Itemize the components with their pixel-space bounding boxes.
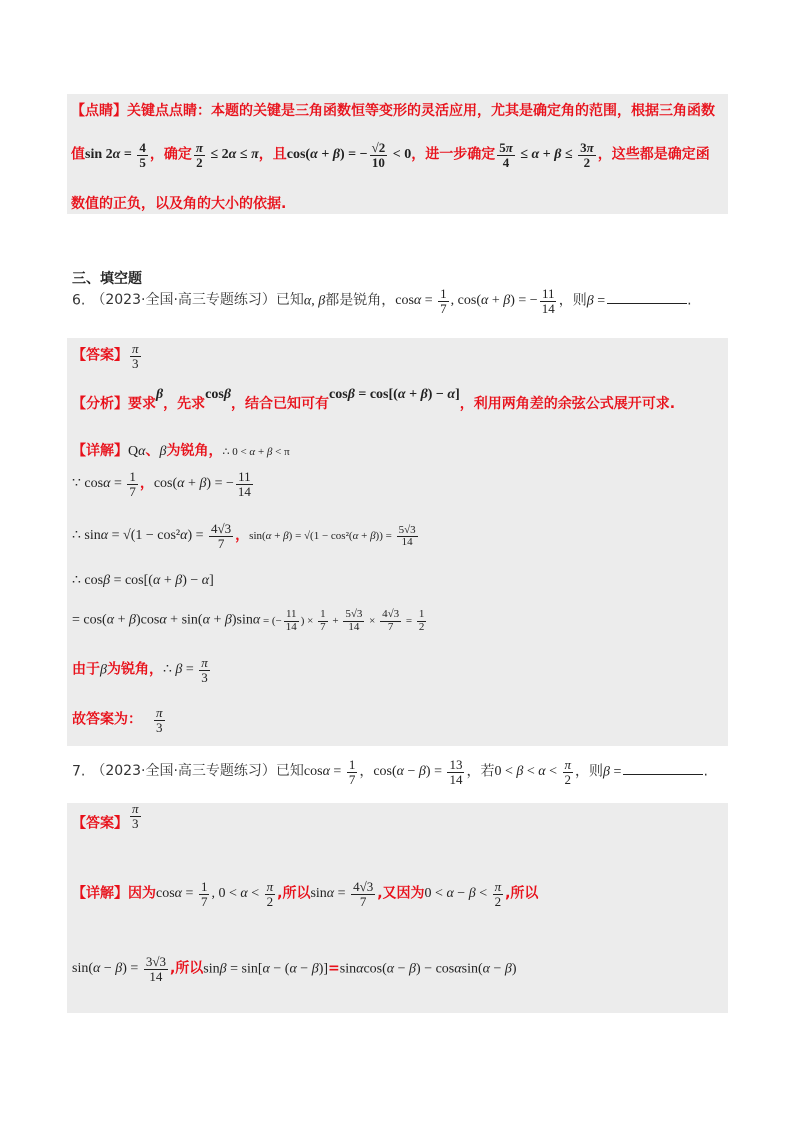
analysis-text: 要求	[128, 396, 156, 412]
question-text: （2023·全国·高三专题练习）已知	[91, 763, 304, 780]
derivation-line-1	[72, 470, 255, 498]
question-text: ，若	[466, 763, 495, 780]
detail-text: ，	[139, 475, 154, 492]
math-formula: $\frac{\pi}{3}$	[132, 341, 139, 371]
math-formula: $\frac{\pi}{3}$	[156, 705, 163, 735]
key-point-text: ，这些都是确定函	[597, 146, 710, 163]
detail-text: ,所以	[277, 885, 311, 902]
math-formula: sinαcos(α − β) − cosαsin(α − β)	[339, 961, 517, 977]
math-formula: β =	[603, 764, 622, 780]
detail-text: =	[328, 960, 340, 977]
answer-blank	[623, 774, 703, 775]
question-text: .	[703, 763, 708, 780]
analysis-row-6	[72, 387, 676, 413]
math-formula: sinα = $\frac{4√3}{7}$	[310, 879, 374, 909]
math-formula: cosα = $\frac{1}{7}$ , cos(α + β) = − $\frac{11}{14}$	[395, 286, 555, 316]
key-point-label: 【点睛】	[71, 103, 127, 119]
math-formula: ∴ β = $\frac{\pi}{3}$	[162, 655, 208, 685]
analysis-text: ，结合已知可有	[231, 396, 330, 412]
section-title: 三、填空题	[72, 271, 142, 287]
math-formula: β	[159, 444, 167, 459]
question-7	[72, 758, 708, 786]
detail-text: ,又因为	[377, 885, 425, 902]
math-formula: $\frac{5\pi}{4}$ ≤ α + β ≤ $\frac{3\pi}{2}$	[499, 140, 594, 170]
question-text: ，则	[558, 292, 587, 309]
derivation-line-2	[72, 522, 420, 550]
math-formula: sin(α − β) = $\frac{3√3}{14}$	[72, 954, 166, 984]
detail-label: 【详解】	[72, 443, 128, 459]
math-formula: β	[156, 387, 164, 402]
detail-text: 由于	[72, 661, 100, 678]
detail-text: 为锐角，	[106, 661, 163, 678]
analysis-label: 【分析】	[72, 396, 128, 412]
key-point-line-1	[71, 100, 715, 120]
math-formula: ∴ sinα = √(1 − cos²α) = $\frac{4√3}{7}$	[72, 521, 232, 551]
math-formula: β =	[586, 293, 606, 309]
derivation-line-7	[72, 955, 517, 983]
detail-text: 为锐角，	[166, 443, 223, 459]
math-formula: ∴ cosβ = cos[(α + β) − α]	[72, 573, 214, 588]
math-formula: sin(α + β) = √(1 − cos²(α + β)) = $\frac{5√3}{14}$	[249, 523, 416, 549]
key-point-text: ，进一步确定	[411, 146, 496, 163]
key-point-text: ，且	[258, 146, 287, 163]
question-text: 都是锐角，	[325, 292, 396, 309]
math-formula: sin 2α = $\frac{4}{5}$	[85, 140, 146, 170]
math-formula: 0 < β < α < $\frac{\pi}{2}$	[494, 757, 572, 787]
answer-label: 【答案】	[72, 347, 128, 364]
math-formula: cos(α + β) = − $\frac{√2}{10}$ < 0	[286, 140, 412, 170]
question-number: 7.	[72, 763, 86, 780]
key-point-text: ，确定	[149, 146, 192, 163]
key-point-text: 数值的正负，以及角的大小的依据.	[71, 196, 287, 212]
key-point-text: 值	[71, 146, 85, 163]
math-formula: cos(α − β) = $\frac{13}{14}$	[373, 757, 463, 787]
derivation-line-4	[72, 609, 428, 633]
conclusion-row-6	[72, 656, 212, 684]
math-formula: $\frac{\pi}{2}$ ≤ 2α ≤ π	[195, 140, 259, 170]
answer-row-6	[72, 342, 143, 370]
math-formula: cosα = $\frac{1}{7}$ , 0 < α < $\frac{\pi}{2}$	[156, 879, 274, 909]
detail-label: 【详解】	[72, 885, 128, 902]
key-point-line-3	[71, 193, 286, 213]
final-answer-row-6	[72, 706, 167, 734]
question-text: ，则	[575, 763, 604, 780]
final-answer-label: 故答案为：	[72, 711, 142, 728]
derivation-line-3	[72, 572, 214, 589]
analysis-text: ，先求	[163, 396, 206, 412]
math-formula: cosα = $\frac{1}{7}$	[303, 757, 356, 787]
math-formula: = (− $\frac{11}{14}$ ) × $\frac{1}{7}$ + $\frac{5√3}{14}$ × $\frac{4√3}{7}$ = $\frac{1}{2}$	[260, 608, 425, 633]
detail-text: ,所以	[505, 885, 539, 902]
math-formula: cosβ	[205, 387, 232, 402]
answer-label: 【答案】	[72, 815, 128, 832]
math-formula: ∵ cosα = $\frac{1}{7}$	[72, 469, 136, 499]
math-formula: Qα	[128, 444, 146, 459]
answer-row-7	[72, 801, 143, 838]
question-6	[72, 287, 692, 315]
key-point-line-2	[71, 141, 710, 169]
detail-row-7	[72, 880, 538, 908]
math-formula: 0 < α − β < $\frac{\pi}{2}$	[424, 879, 502, 909]
detail-row-6	[72, 440, 290, 460]
answer-blank	[607, 303, 687, 304]
math-formula: α, β	[303, 293, 326, 309]
math-formula: sinβ = sin[α − (α − β)]	[203, 961, 329, 977]
math-formula: cosβ = cos[(α + β) − α]	[329, 387, 460, 402]
question-text: .	[687, 292, 692, 309]
question-number: 6.	[72, 292, 86, 309]
question-text: ，	[359, 763, 374, 780]
math-formula: cos(α + β) = − $\frac{11}{14}$	[153, 469, 251, 499]
math-formula: $\frac{\pi}{3}$	[132, 801, 139, 831]
math-formula: β	[100, 662, 107, 678]
analysis-text: ，利用两角差的余弦公式展开可求.	[459, 396, 676, 412]
detail-text: ,所以	[169, 960, 204, 977]
detail-text: 因为	[128, 885, 156, 902]
question-text: （2023·全国·高三专题练习）已知	[91, 292, 304, 309]
detail-text: ，	[235, 527, 250, 544]
detail-text: 、	[145, 443, 160, 459]
math-formula: ∴ 0 < α + β < π	[222, 446, 290, 458]
key-point-text: 关键点点睛：本题的关键是三角函数恒等变形的灵活应用，尤其是确定角的范围，根据三角函数	[127, 103, 715, 119]
math-formula: = cos(α + β)cosα + sin(α + β)sinα	[72, 612, 261, 628]
